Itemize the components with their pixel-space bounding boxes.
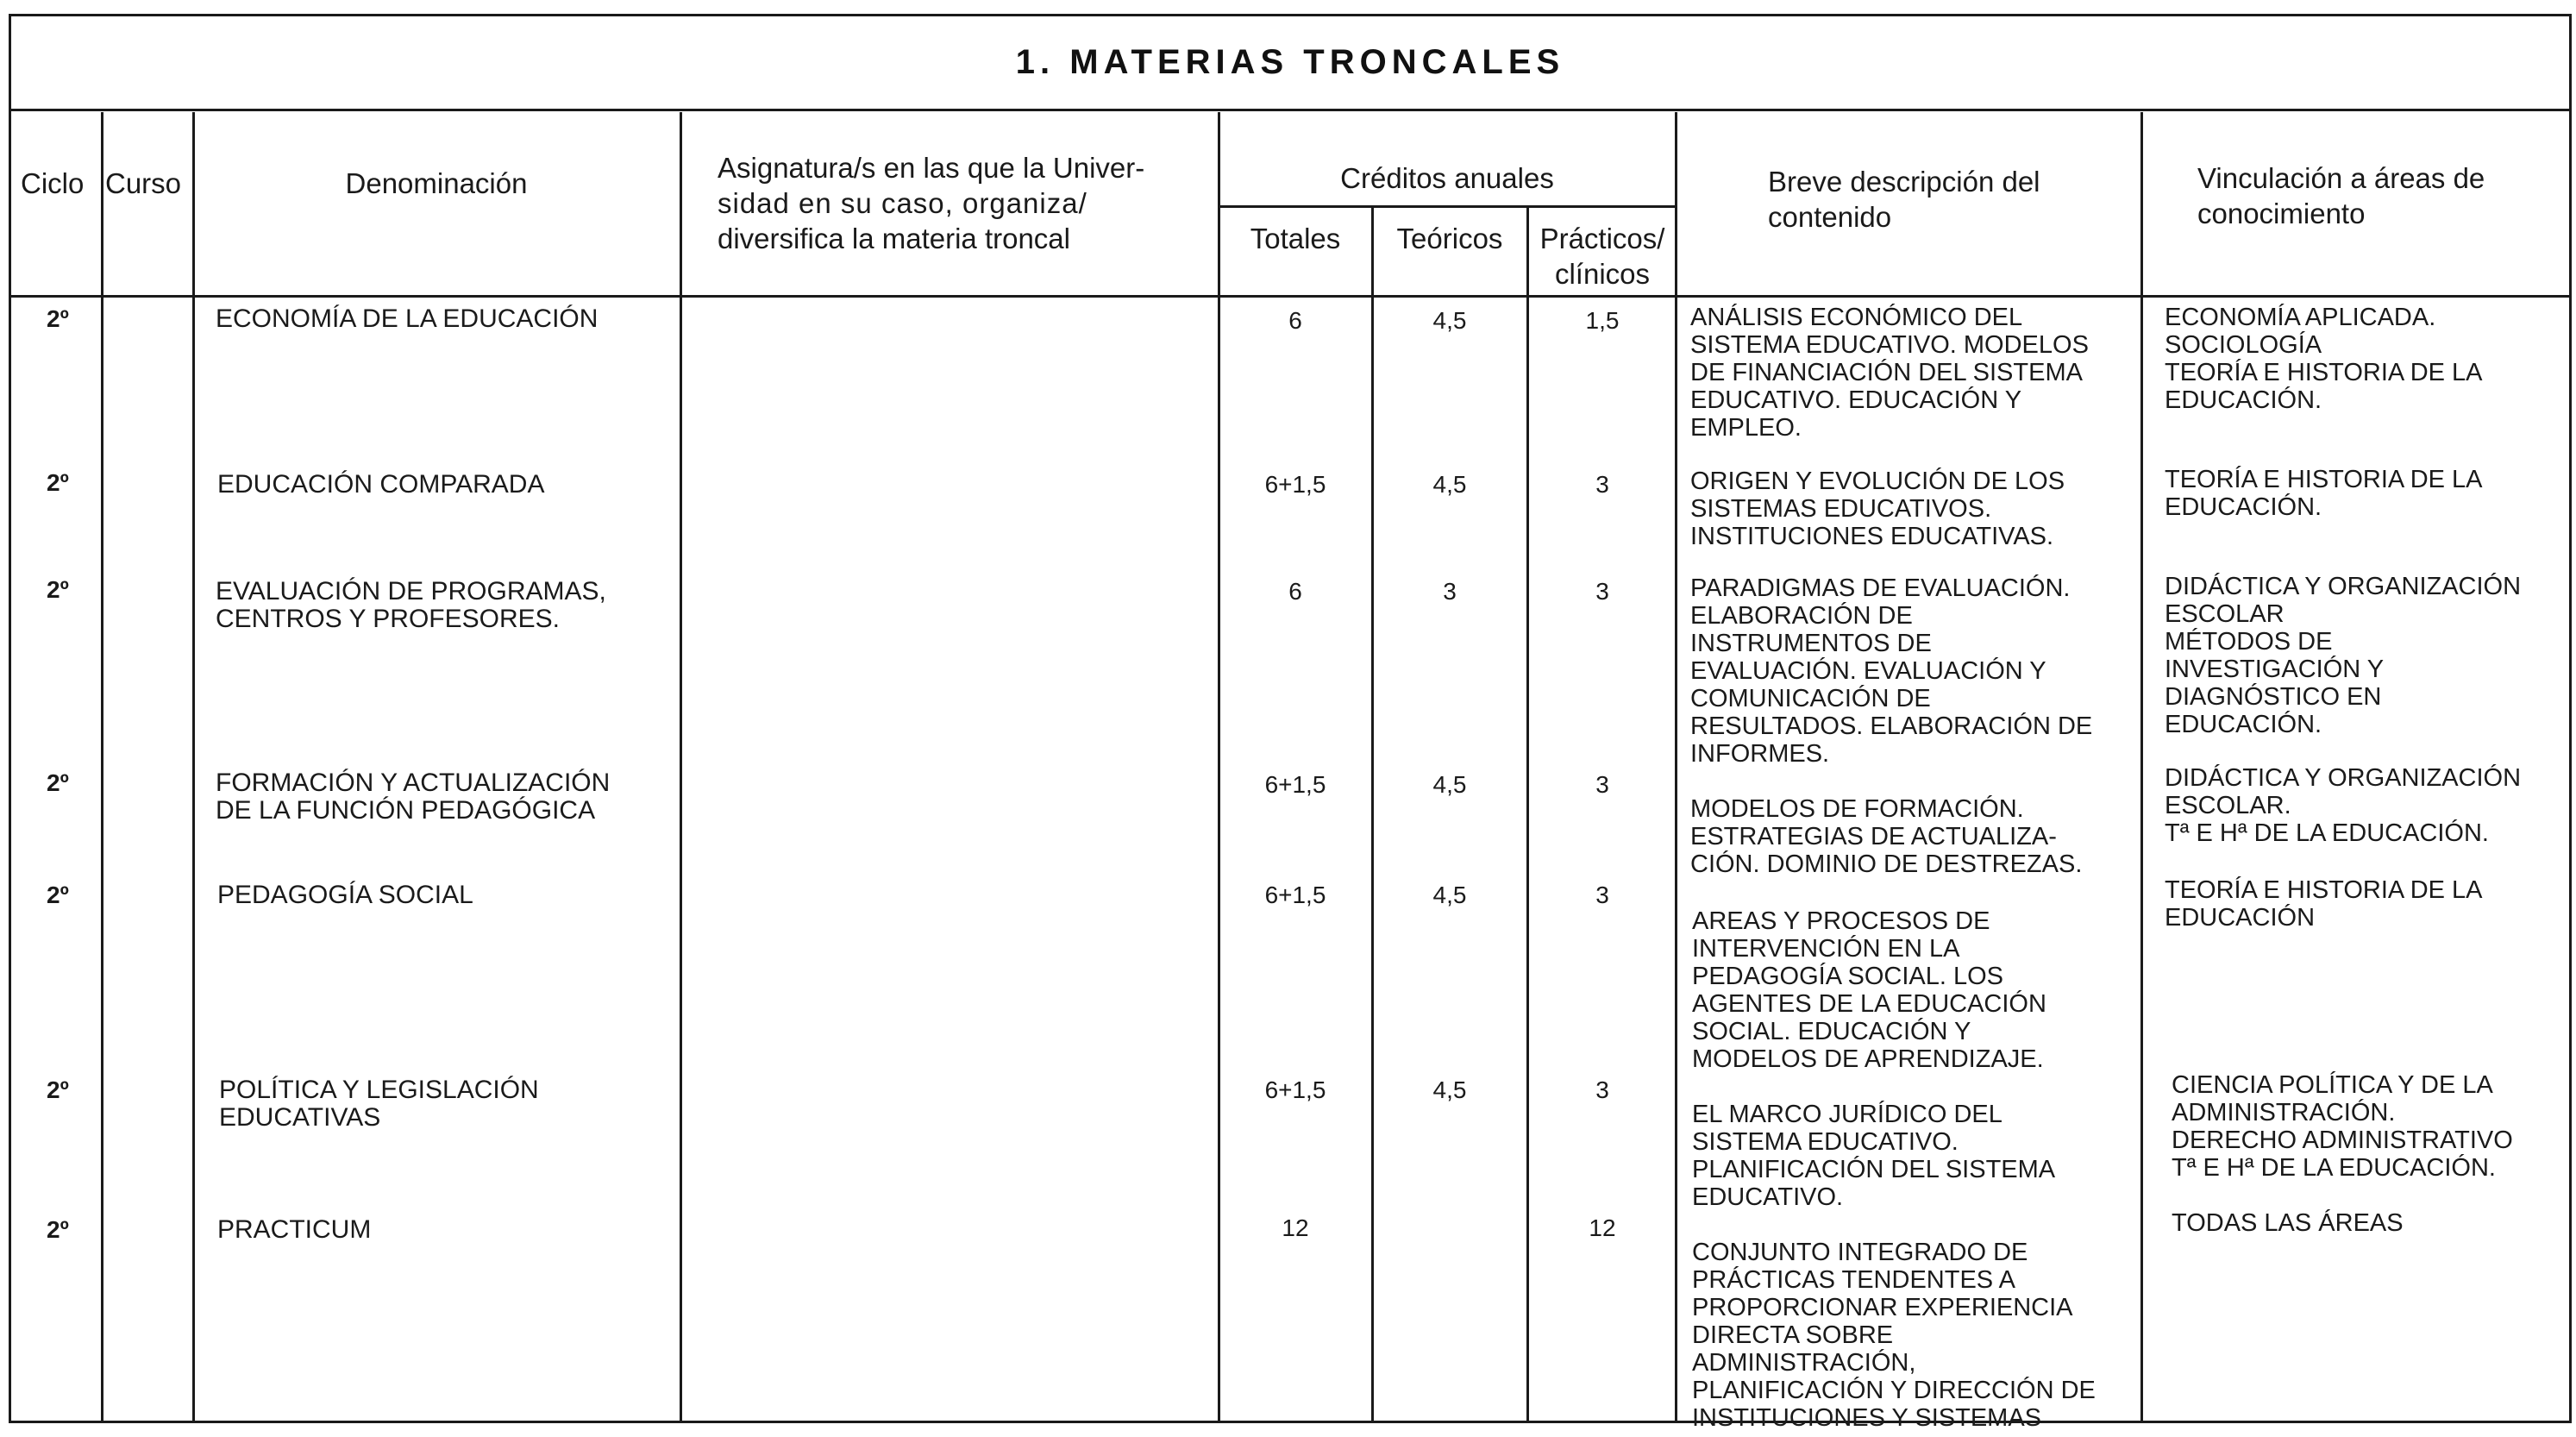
row-practicos: 3: [1595, 771, 1609, 798]
row-ciclo: 2º: [47, 769, 69, 796]
row-ciclo: 2º: [47, 1076, 69, 1103]
row-descripcion-line: EL MARCO JURÍDICO DEL: [1692, 1101, 2003, 1128]
row-descripcion-line: COMUNICACIÓN DE: [1690, 685, 1931, 712]
row-denominacion: [216, 305, 598, 333]
row-descripcion-line: ORIGEN Y EVOLUCIÓN DE LOS: [1690, 467, 2065, 495]
header-curso: Curso: [105, 167, 182, 199]
row-teoricos: 3: [1443, 578, 1457, 605]
row-vinculacion: [2172, 1071, 2570, 1182]
row-descripcion: [1692, 1101, 2140, 1211]
row-teoricos: 4,5: [1432, 882, 1467, 908]
row-descripcion: [1692, 907, 2140, 1073]
row-vinculacion-line: DIAGNÓSTICO EN: [2165, 683, 2382, 711]
row-descripcion-line: CONJUNTO INTEGRADO DE: [1692, 1239, 2028, 1266]
row-practicos: 3: [1595, 471, 1609, 498]
row-descripcion-line: INSTITUCIONES EDUCATIVAS.: [1690, 523, 2054, 550]
row-descripcion: [1690, 795, 2139, 878]
row-denominacion: [217, 882, 473, 909]
header-creditos: Créditos anuales: [1340, 162, 1554, 194]
col-divider: [101, 112, 103, 1423]
row-totales: 6+1,5: [1264, 882, 1326, 908]
header-asignatura-line: diversifica la materia troncal: [718, 223, 1070, 254]
header-denominacion: Denominación: [345, 167, 528, 199]
row-vinculacion-line: INVESTIGACIÓN Y: [2165, 656, 2385, 683]
header-practicos-line: clínicos: [1554, 258, 1651, 290]
row-teoricos: 4,5: [1432, 771, 1467, 798]
row-practicos: 1,5: [1585, 307, 1620, 334]
row-totales: 6: [1288, 307, 1302, 334]
row-vinculacion: [2165, 304, 2570, 414]
row-vinculacion-line: TEORÍA E HISTORIA DE LA: [2165, 466, 2483, 493]
row-descripcion-line: EDUCATIVO.: [1692, 1183, 1844, 1211]
row-descripcion-line: ADMINISTRACIÓN,: [1692, 1349, 1916, 1377]
row-descripcion-line: DE FINANCIACIÓN DEL SISTEMA: [1690, 359, 2083, 386]
row-denominacion: [217, 1216, 371, 1244]
row-vinculacion: [2172, 1209, 2570, 1237]
row-denominacion-line: DE LA FUNCIÓN PEDAGÓGICA: [216, 796, 596, 825]
row-descripcion-line: EVALUACIÓN. EVALUACIÓN Y: [1690, 657, 2046, 685]
row-descripcion: [1690, 574, 2139, 768]
row-vinculacion: [2165, 466, 2570, 521]
row-vinculacion-line: ESCOLAR.: [2165, 792, 2291, 819]
row-practicos: 3: [1595, 1076, 1609, 1103]
row-vinculacion: [2165, 764, 2570, 847]
row-vinculacion-line: Tª E Hª DE LA EDUCACIÓN.: [2165, 819, 2489, 847]
row-denominacion-line: ECONOMÍA DE LA EDUCACIÓN: [216, 304, 599, 333]
row-vinculacion-line: ADMINISTRACIÓN.: [2172, 1099, 2396, 1126]
header-vinculacion-line: conocimiento: [2197, 198, 2366, 229]
row-descripcion-line: SISTEMAS EDUCATIVOS.: [1690, 495, 1992, 523]
header-asignatura-line: sidad en su caso, organiza/: [718, 187, 1087, 219]
header-bottom-line: [11, 295, 2569, 298]
header-practicos: [1529, 221, 1676, 292]
row-denominacion-line: EDUCACIÓN COMPARADA: [217, 470, 545, 499]
row-totales: 6+1,5: [1264, 771, 1326, 798]
row-vinculacion-line: DIDÁCTICA Y ORGANIZACIÓN: [2165, 764, 2522, 792]
row-vinculacion-line: Tª E Hª DE LA EDUCACIÓN.: [2172, 1154, 2496, 1182]
row-vinculacion-line: MÉTODOS DE: [2165, 628, 2333, 656]
row-teoricos: 4,5: [1432, 1076, 1467, 1103]
row-ciclo: 2º: [47, 576, 69, 603]
row-descripcion-line: DIRECTA SOBRE: [1692, 1321, 1894, 1349]
row-descripcion-line: MODELOS DE FORMACIÓN.: [1690, 795, 2024, 823]
header-ciclo: Ciclo: [21, 167, 85, 199]
row-totales: 6: [1288, 578, 1302, 605]
row-denominacion: [216, 769, 610, 825]
row-vinculacion-line: EDUCACIÓN.: [2165, 711, 2322, 738]
row-descripcion-line: ESTRATEGIAS DE ACTUALIZA-: [1690, 823, 2057, 850]
row-practicos: 3: [1595, 578, 1609, 605]
row-vinculacion-line: SOCIOLOGÍA: [2165, 331, 2322, 359]
header-teoricos: Teóricos: [1396, 223, 1503, 254]
header-asignatura-line: Asignatura/s en las que la Univer-: [718, 152, 1145, 184]
row-descripcion-line: MODELOS DE APRENDIZAJE.: [1692, 1045, 2044, 1073]
row-descripcion-line: SISTEMA EDUCATIVO. MODELOS: [1690, 331, 2089, 359]
row-descripcion-line: PROPORCIONAR EXPERIENCIA: [1692, 1294, 2073, 1321]
header-practicos-line: Prácticos/: [1539, 223, 1665, 254]
row-practicos: 12: [1589, 1214, 1616, 1241]
row-descripcion-line: PEDAGOGÍA SOCIAL. LOS: [1692, 963, 2004, 990]
row-descripcion-line: EMPLEO.: [1690, 414, 1802, 442]
col-divider: [2140, 112, 2143, 1423]
row-descripcion-line: EDUCATIVO. EDUCACIÓN Y: [1690, 386, 2022, 414]
row-teoricos: 4,5: [1432, 471, 1467, 498]
row-denominacion-line: CENTROS Y PROFESORES.: [216, 605, 560, 633]
row-denominacion: [217, 471, 544, 499]
row-denominacion: [216, 578, 606, 633]
row-denominacion-line: PEDAGOGÍA SOCIAL: [217, 881, 473, 909]
row-totales: 6+1,5: [1264, 1076, 1326, 1103]
row-vinculacion-line: CIENCIA POLÍTICA Y DE LA: [2172, 1071, 2493, 1099]
row-vinculacion: [2165, 573, 2570, 738]
row-denominacion-line: EVALUACIÓN DE PROGRAMAS,: [216, 577, 606, 606]
row-descripcion-line: INFORMES.: [1690, 740, 1830, 768]
row-vinculacion: [2165, 876, 2570, 932]
row-denominacion-line: POLÍTICA Y LEGISLACIÓN: [219, 1076, 539, 1104]
row-descripcion-line: AGENTES DE LA EDUCACIÓN: [1692, 990, 2046, 1018]
col-divider: [1371, 207, 1374, 1423]
header-descripcion-line: contenido: [1768, 201, 1892, 233]
header-descripcion-line: Breve descripción del: [1768, 166, 2040, 198]
row-vinculacion-line: EDUCACIÓN.: [2165, 493, 2322, 521]
row-vinculacion-line: TEORÍA E HISTORIA DE LA: [2165, 359, 2483, 386]
row-practicos: 3: [1595, 882, 1609, 908]
row-descripcion-line: PARADIGMAS DE EVALUACIÓN.: [1690, 574, 2071, 602]
row-denominacion-line: FORMACIÓN Y ACTUALIZACIÓN: [216, 769, 611, 797]
header-vinculacion: [2197, 160, 2485, 231]
row-vinculacion-line: ECONOMÍA APLICADA.: [2165, 304, 2436, 331]
row-descripcion-line: PLANIFICACIÓN Y DIRECCIÓN DE: [1692, 1377, 2096, 1404]
row-denominacion-line: EDUCATIVAS: [219, 1103, 381, 1132]
row-vinculacion-line: ESCOLAR: [2165, 600, 2285, 628]
header-totales: Totales: [1250, 223, 1341, 254]
row-descripcion-line: ELABORACIÓN DE: [1690, 602, 1913, 630]
row-vinculacion-line: EDUCACIÓN.: [2165, 386, 2322, 414]
row-descripcion-line: AREAS Y PROCESOS DE: [1692, 907, 1990, 935]
row-vinculacion-line: DERECHO ADMINISTRATIVO: [2172, 1126, 2513, 1154]
row-vinculacion-line: TODAS LAS ÁREAS: [2172, 1209, 2404, 1237]
row-ciclo: 2º: [47, 469, 69, 496]
row-ciclo: 2º: [47, 305, 69, 332]
row-descripcion: [1690, 467, 2139, 550]
row-teoricos: 4,5: [1432, 307, 1467, 334]
header-asignatura: [718, 150, 1200, 256]
creditos-divider: [1218, 205, 1677, 208]
row-descripcion-line: PRÁCTICAS TENDENTES A: [1692, 1266, 2015, 1294]
row-descripcion-line: SISTEMA EDUCATIVO.: [1692, 1128, 1959, 1156]
row-ciclo: 2º: [47, 882, 69, 908]
row-ciclo: 2º: [47, 1216, 69, 1243]
col-divider: [192, 112, 195, 1423]
col-divider: [680, 112, 682, 1423]
row-totales: 6+1,5: [1264, 471, 1326, 498]
row-totales: 12: [1282, 1214, 1309, 1241]
row-denominacion-line: PRACTICUM: [217, 1215, 372, 1244]
row-vinculacion-line: EDUCACIÓN: [2165, 904, 2316, 932]
header-descripcion: [1768, 164, 2040, 235]
table-title: 1. MATERIAS TRONCALES: [11, 16, 2569, 111]
row-descripcion-line: RESULTADOS. ELABORACIÓN DE: [1690, 712, 2093, 740]
row-denominacion: [219, 1076, 539, 1132]
row-descripcion-line: INSTRUMENTOS DE: [1690, 630, 1932, 657]
row-descripcion-line: ANÁLISIS ECONÓMICO DEL: [1690, 304, 2023, 331]
row-descripcion: [1690, 304, 2139, 442]
row-descripcion-line: INTERVENCIÓN EN LA: [1692, 935, 1960, 963]
row-descripcion-line: SOCIAL. EDUCACIÓN Y: [1692, 1018, 1971, 1045]
row-vinculacion-line: DIDÁCTICA Y ORGANIZACIÓN: [2165, 573, 2522, 600]
row-vinculacion-line: TEORÍA E HISTORIA DE LA: [2165, 876, 2483, 904]
row-descripcion-line: CIÓN. DOMINIO DE DESTREZAS.: [1690, 850, 2083, 878]
row-descripcion: [1692, 1239, 2140, 1432]
row-descripcion-line: INSTITUCIONES Y SISTEMAS: [1692, 1404, 2042, 1432]
header-vinculacion-line: Vinculación a áreas de: [2197, 162, 2485, 194]
row-descripcion-line: PLANIFICACIÓN DEL SISTEMA: [1692, 1156, 2056, 1183]
